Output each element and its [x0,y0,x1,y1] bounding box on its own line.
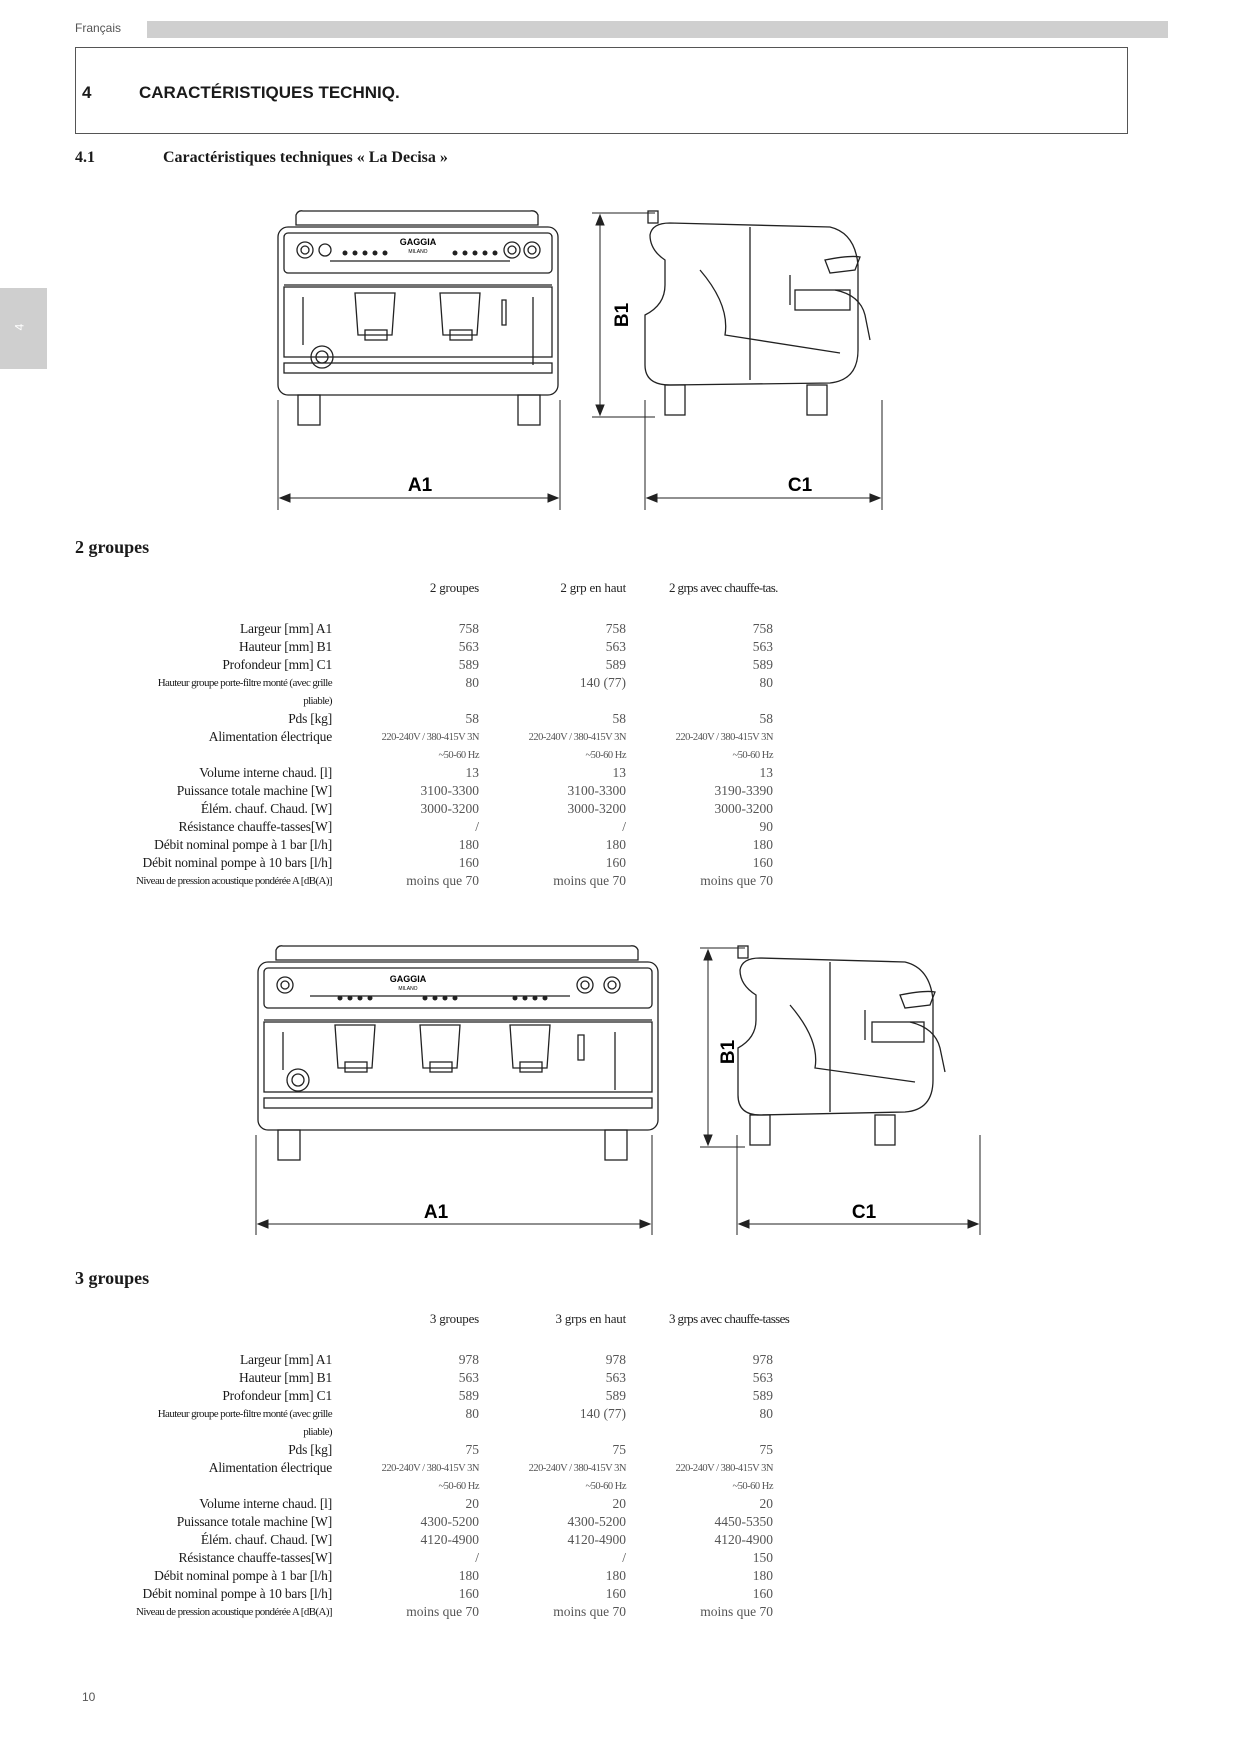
spec-value: 80 [759,675,773,690]
spec-value: 563 [605,639,626,654]
two-groups-heading: 2 groupes [75,537,150,557]
spec-value: 160 [458,1586,479,1601]
column-header: 3 grps avec chauffe-tasses [669,1311,790,1326]
spec-value: 589 [752,657,773,672]
spec-value: 3100-3300 [567,783,626,798]
dim-b1-label: B1 [612,302,633,328]
spec-value: 758 [458,621,479,636]
spec-value: 20 [759,1496,773,1511]
spec-value: 4450-5350 [714,1514,773,1529]
spec-value: 589 [458,1388,479,1403]
brand-sub: MILANO [398,986,418,992]
spec-value: 75 [759,1442,773,1457]
spec-label: Élém. chauf. Chaud. [W] [200,1532,332,1547]
column-header: 2 groupes [429,580,479,595]
spec-value: 58 [465,711,479,726]
spec-label: Résistance chauffe-tasses[W] [178,1550,332,1565]
spec-value: 978 [605,1352,626,1367]
spec-value: 80 [465,1406,479,1421]
spec-value-continued: ~50-60 Hz [585,1481,626,1492]
spec-label-continued: pliable) [303,1426,332,1438]
brand-sub: MILANO [408,249,428,255]
spec-value: / [622,819,626,834]
spec-value: 4120-4900 [420,1532,479,1547]
side-tab-label: 4 [12,323,27,331]
section-number: 4.1 [75,149,95,166]
spec-value: 3000-3200 [567,801,626,816]
spec-value: moins que 70 [406,873,479,888]
spec-label: Puissance totale machine [W] [176,1514,332,1529]
spec-value: 563 [752,1370,773,1385]
spec-value: 220-240V / 380-415V 3N [381,732,479,743]
spec-value: 160 [605,1586,626,1601]
spec-value: 4300-5200 [567,1514,626,1529]
spec-value: 3100-3300 [420,783,479,798]
spec-value: 58 [612,711,626,726]
column-header: 2 grps avec chauffe-tas. [669,580,778,595]
spec-value-continued: ~50-60 Hz [732,1481,773,1492]
spec-value: 4120-4900 [714,1532,773,1547]
spec-value: 563 [752,639,773,654]
spec-value: 4120-4900 [567,1532,626,1547]
spec-value: 978 [752,1352,773,1367]
spec-value: / [475,819,479,834]
dim-c1-label: C1 [851,1202,877,1223]
spec-label: Élém. chauf. Chaud. [W] [200,801,332,816]
spec-value: / [475,1550,479,1565]
spec-value: 589 [605,657,626,672]
spec-value: 180 [605,837,626,852]
spec-value: 3000-3200 [420,801,479,816]
language-label: Français [75,21,122,35]
spec-value: 978 [458,1352,479,1367]
chapter-title: CARACTÉRISTIQUES TECHNIQ. [139,83,400,102]
spec-label: Alimentation électrique [208,1460,332,1475]
spec-value: 4300-5200 [420,1514,479,1529]
spec-value: moins que 70 [553,1604,626,1619]
column-header: 3 grps en haut [555,1311,626,1326]
spec-label: Débit nominal pompe à 10 bars [l/h] [142,855,332,870]
spec-value: / [622,1550,626,1565]
spec-value: 180 [752,1568,773,1583]
spec-value: 180 [605,1568,626,1583]
spec-value: 563 [458,639,479,654]
spec-label: Volume interne chaud. [l] [199,765,332,780]
spec-value-continued: ~50-60 Hz [585,750,626,761]
spec-value: 160 [605,855,626,870]
spec-value: 75 [465,1442,479,1457]
spec-label: Pds [kg] [288,1442,332,1457]
column-header: 2 grp en haut [560,580,626,595]
spec-label: Résistance chauffe-tasses[W] [178,819,332,834]
spec-value: 13 [465,765,479,780]
spec-label: Niveau de pression acoustique pondérée A [dB(A)] [135,1606,332,1618]
spec-value: moins que 70 [553,873,626,888]
spec-value: 563 [605,1370,626,1385]
dim-a1-label: A1 [423,1202,449,1223]
page-number: 10 [82,1690,96,1704]
brand-logo: GAGGIA [389,974,427,984]
spec-value: 140 (77) [579,1406,626,1421]
header-bar [147,21,1168,38]
chapter-number: 4 [82,83,92,102]
dim-c1-label: C1 [787,475,813,496]
spec-value: 90 [759,819,773,834]
spec-label: Débit nominal pompe à 10 bars [l/h] [142,1586,332,1601]
spec-value: 20 [612,1496,626,1511]
spec-label: Débit nominal pompe à 1 bar [l/h] [154,1568,332,1583]
spec-value: 150 [752,1550,773,1565]
side-tab [0,288,47,369]
spec-value: 220-240V / 380-415V 3N [528,1463,626,1474]
spec-value: 3000-3200 [714,801,773,816]
spec-value: 589 [752,1388,773,1403]
spec-label: Largeur [mm] A1 [240,1352,332,1367]
spec-value: 220-240V / 380-415V 3N [528,732,626,743]
spec-value: 180 [752,837,773,852]
spec-value: 220-240V / 380-415V 3N [675,732,773,743]
spec-label: Alimentation électrique [208,729,332,744]
spec-value-continued: ~50-60 Hz [732,750,773,761]
spec-value: 589 [605,1388,626,1403]
spec-label: Profondeur [mm] C1 [222,657,332,672]
spec-value: moins que 70 [700,1604,773,1619]
spec-label: Volume interne chaud. [l] [199,1496,332,1511]
spec-value: 20 [465,1496,479,1511]
three-groups-heading: 3 groupes [75,1268,150,1288]
spec-value: 80 [759,1406,773,1421]
spec-label: Niveau de pression acoustique pondérée A [dB(A)] [135,875,332,887]
spec-value-continued: ~50-60 Hz [438,750,479,761]
brand-logo: GAGGIA [399,237,437,247]
spec-value: 80 [465,675,479,690]
spec-label: Largeur [mm] A1 [240,621,332,636]
section-title: Caractéristiques techniques « La Decisa » [163,149,448,166]
spec-label: Hauteur [mm] B1 [239,639,332,654]
spec-value: 180 [458,837,479,852]
spec-label: Hauteur groupe porte-filtre monté (avec grille [157,677,332,689]
spec-value: 180 [458,1568,479,1583]
spec-value: 220-240V / 380-415V 3N [381,1463,479,1474]
spec-value: 160 [752,1586,773,1601]
spec-value: moins que 70 [406,1604,479,1619]
dim-a1-label: A1 [407,475,433,496]
spec-label: Pds [kg] [288,711,332,726]
spec-value-continued: ~50-60 Hz [438,1481,479,1492]
spec-label: Puissance totale machine [W] [176,783,332,798]
spec-label-continued: pliable) [303,695,332,707]
spec-value: 58 [759,711,773,726]
dim-b1-label: B1 [718,1039,739,1065]
spec-value: 160 [458,855,479,870]
spec-value: 563 [458,1370,479,1385]
spec-value: 140 (77) [579,675,626,690]
column-header: 3 groupes [429,1311,479,1326]
spec-value: 758 [605,621,626,636]
spec-value: 758 [752,621,773,636]
three-group-dimension-drawing [250,940,1000,1250]
spec-value: 589 [458,657,479,672]
spec-value: 75 [612,1442,626,1457]
spec-value: 13 [612,765,626,780]
spec-label: Hauteur groupe porte-filtre monté (avec grille [157,1408,332,1420]
two-group-dimension-drawing [270,205,970,525]
spec-label: Hauteur [mm] B1 [239,1370,332,1385]
spec-value: 160 [752,855,773,870]
spec-value: 3190-3390 [714,783,773,798]
spec-label: Débit nominal pompe à 1 bar [l/h] [154,837,332,852]
spec-value: moins que 70 [700,873,773,888]
spec-label: Profondeur [mm] C1 [222,1388,332,1403]
spec-value: 220-240V / 380-415V 3N [675,1463,773,1474]
spec-value: 13 [759,765,773,780]
